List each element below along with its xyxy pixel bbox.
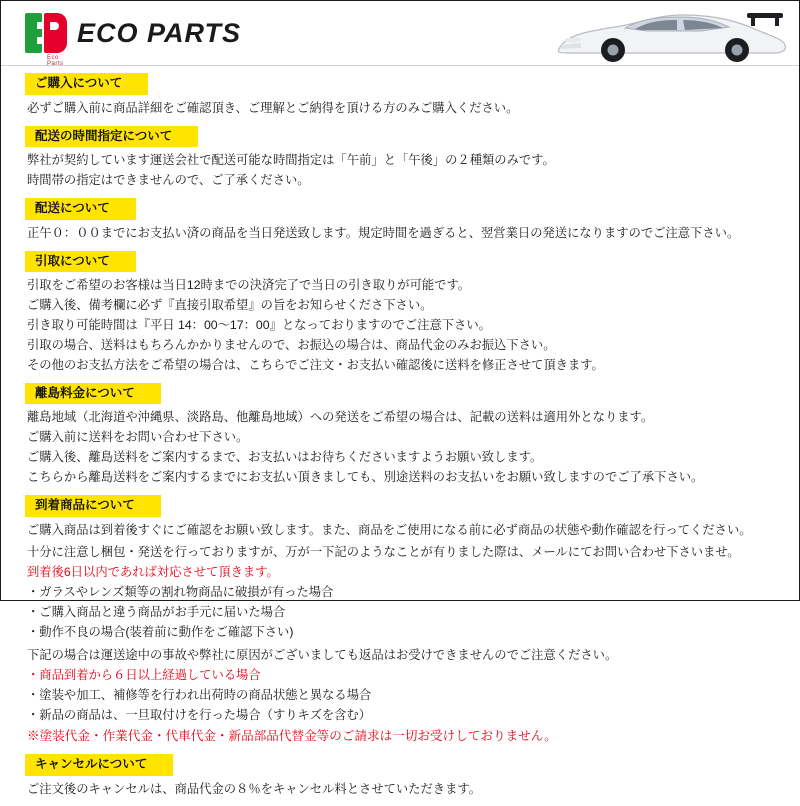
brand-logo [25, 11, 242, 67]
sports-car-image [551, 5, 791, 63]
section-line: ・動作不良の場合(装着前に動作をご確認下さい) [27, 625, 294, 640]
section-line: ご注文後のキャンセルは、商品代金の８％をキャンセル料とさせていただきます。 [27, 781, 482, 796]
section-line: ご購入前に送料をお問い合わせ下さい。 [27, 430, 249, 445]
section-body [1, 780, 799, 800]
section-line: 十分に注意し梱包・発送を行っておりますが、万が一下記のようなことが有りました際は、メールにてお問い合わせ下さいませ。 [27, 545, 740, 560]
page-header [1, 1, 799, 66]
section-line: 必ずご購入前に商品詳細をご確認頂き、ご理解とご納得を頂ける方のみご購入ください。 [27, 100, 519, 115]
section-line: 正午０：００までにお支払い済の商品を当日発送致します。規定時間を過ぎると、翌営業日の発送になりますのでご注意下さい。 [27, 225, 740, 240]
section-line: 引取の場合、送料はもちろんかかりませんので、お振込の場合は、商品代金のみお振込下さい。 [27, 337, 556, 352]
section-line: ご購入後、備考欄に必ず『直接引取希望』の旨をお知らせくださ下さい。 [27, 298, 433, 313]
section-line: ・ご購入商品と違う商品がお手元に届いた場合 [27, 605, 286, 620]
section-body [1, 224, 799, 244]
section-line: ご購入後、離島送料をご案内するまで、お支払いはお待ちくださいますようお願い致します。 [27, 450, 543, 465]
section-line-highlight: 到着後6日以内であれば対応させて頂きます。 [27, 565, 279, 580]
section-footer-note: ※塗装代金・作業代金・代車代金・新品部品代替金等のご請求は一切お受けしておりません。 [27, 728, 557, 743]
section-line: 弊社が契約しています運送会社で配送可能な時間指定は「午前」と「午後」の２種類のみです。 [27, 153, 555, 168]
section-line: その他のお支払方法をご希望の場合は、こちらでご注文・お支払い確認後に送料を修正させて頂きます。 [27, 357, 604, 372]
logo-text: ECO PARTS [77, 17, 242, 48]
section-body [1, 151, 799, 191]
section-line: 時間帯の指定はできませんので、ご了承ください。 [27, 173, 310, 188]
section-line: 引取をご希望のお客様は当日12時までの決済完了で当日の引き取りが可能です。 [27, 278, 471, 293]
section-body [1, 99, 799, 119]
section-line: 引き取り可能時間は『平日 14：00〜17：00』となっておりますのでご注意下さい。 [27, 317, 491, 332]
section-title: キャンセルについて [25, 754, 173, 776]
section-body [1, 408, 799, 488]
section-line: ・塗装や加工、補修等を行われ出荷時の商品状態と異なる場合 [27, 687, 372, 702]
section-title: 到着商品について [25, 495, 161, 517]
section-body [1, 276, 799, 376]
section-line: ・新品の商品は、一旦取付けを行った場合（すりキズを含む） [27, 707, 372, 722]
section-title: ご購入について [25, 73, 148, 95]
notice-content [1, 66, 799, 806]
eco-parts-logo-icon [25, 11, 69, 67]
section-title: 離島料金について [25, 383, 161, 405]
section-line: 下記の場合は運送途中の事故や弊社に原因がございましても返品はお受けできませんのでご注意ください。 [27, 647, 618, 662]
section-line: ご購入商品は到着後すぐにご確認をお願い致します。また、商品をご使用になる前に必ず商品の状態や動作確認を行ってください。 [27, 522, 752, 537]
section-line: ・ガラスやレンズ類等の割れ物商品に破損が有った場合 [27, 585, 334, 600]
logo-subtext: Eco Parts [47, 55, 64, 67]
section-line-highlight: ・商品到着から６日以上経過している場合 [27, 667, 261, 682]
section-title: 引取について [25, 251, 136, 273]
section-title: 配送について [25, 198, 136, 220]
section-title: 配送の時間指定について [25, 126, 198, 148]
section-line: 離島地域（北海道や沖縄県、淡路島、他離島地域）への発送をご希望の場合は、記載の送料は適用外となります。 [27, 410, 654, 425]
section-body [1, 521, 799, 747]
section-line: こちらから離島送料をご案内するまでにお支払い頂きましても、別途送料のお支払いをお願い致しますのでご了承下さい。 [27, 470, 704, 484]
